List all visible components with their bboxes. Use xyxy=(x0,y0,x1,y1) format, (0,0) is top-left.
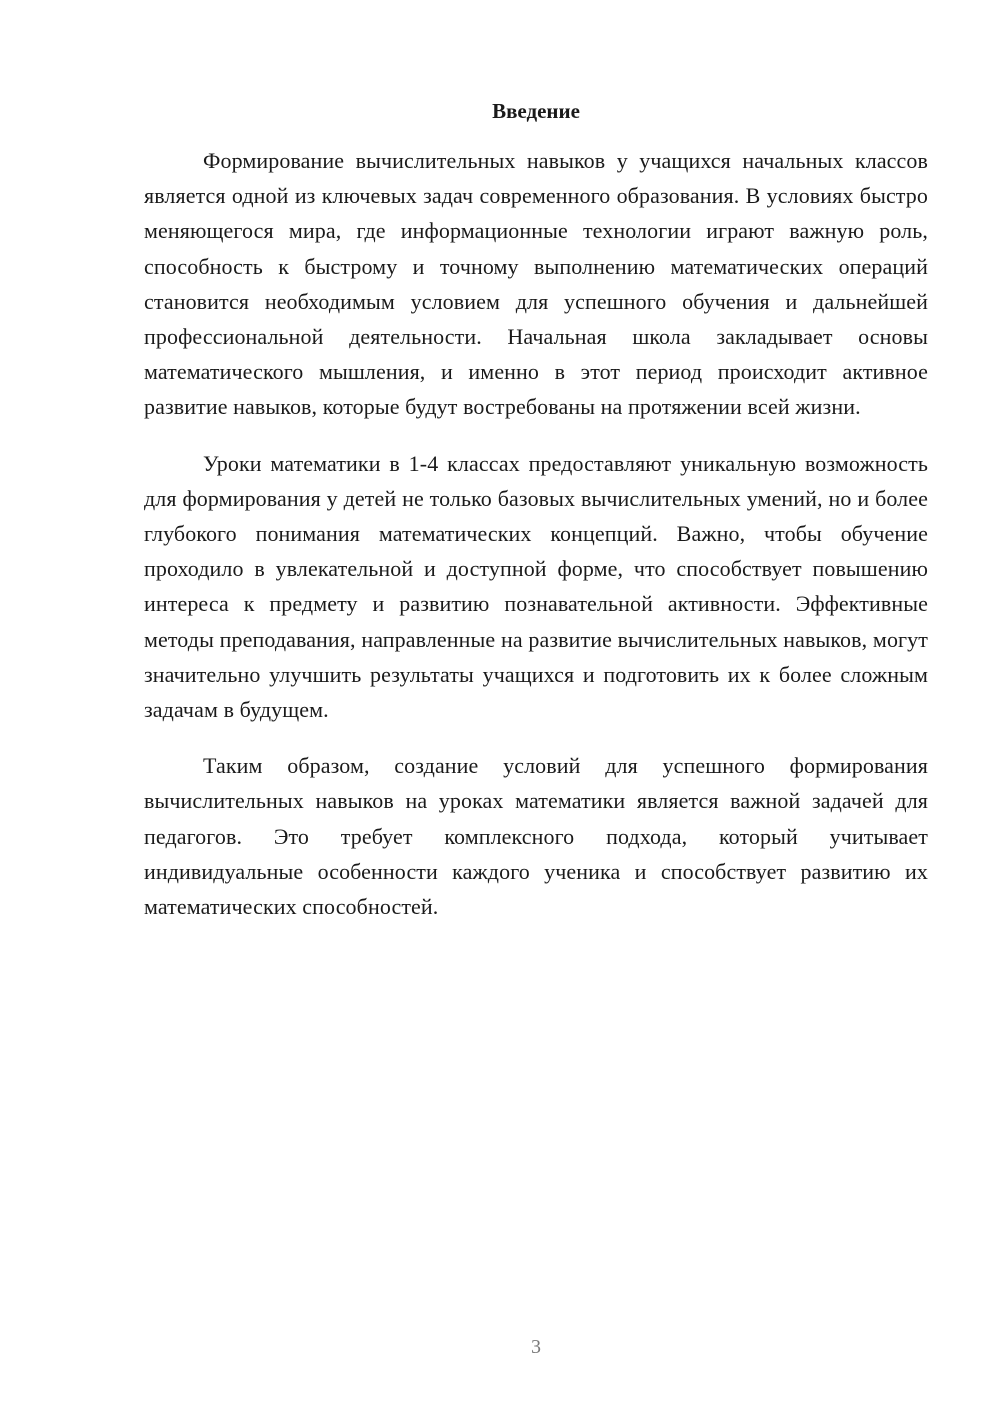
paragraph-3: Таким образом, создание условий для успешного формирования вычислительных навыков на уроках математики является важной задачей для педагогов. Это требует комплексного подхода, который учитывает индивидуальные особенности каждого ученика и способствует развитию их математических способностей. xyxy=(144,753,928,920)
paragraph-2: Уроки математики в 1-4 классах предоставляют уникальную возможность для формирования у детей не только базовых вычислительных умений, но и более глубокого понимания математических концепций. Важно, чтобы обучение проходило в увлекательной и доступной форме, что способствует повышению интереса к предмету и развитию познавательной активности. Эффективные методы преподавания, направленные на развитие вычислительных навыков, могут значительно улучшить результаты учащихся и подготовить их к более сложным задачам в будущем. xyxy=(144,450,928,723)
paragraph-1: Формирование вычислительных навыков у учащихся начальных классов является одной из ключевых задач современного образования. В условиях быстро меняющегося мира, где информационные технологии играют важную роль, способность к быстрому и точному выполнению математических операций становится необходимым условием для успешного обучения и дальнейшей профессиональной деятельности. Начальная школа закладывает основы математического мышления, и именно в этот период происходит активное развитие навыков, которые будут востребованы на протяжении всей жизни. xyxy=(144,148,928,420)
page-heading: Введение xyxy=(492,99,580,123)
page-number: 3 xyxy=(531,1336,541,1358)
body-text xyxy=(144,143,928,945)
